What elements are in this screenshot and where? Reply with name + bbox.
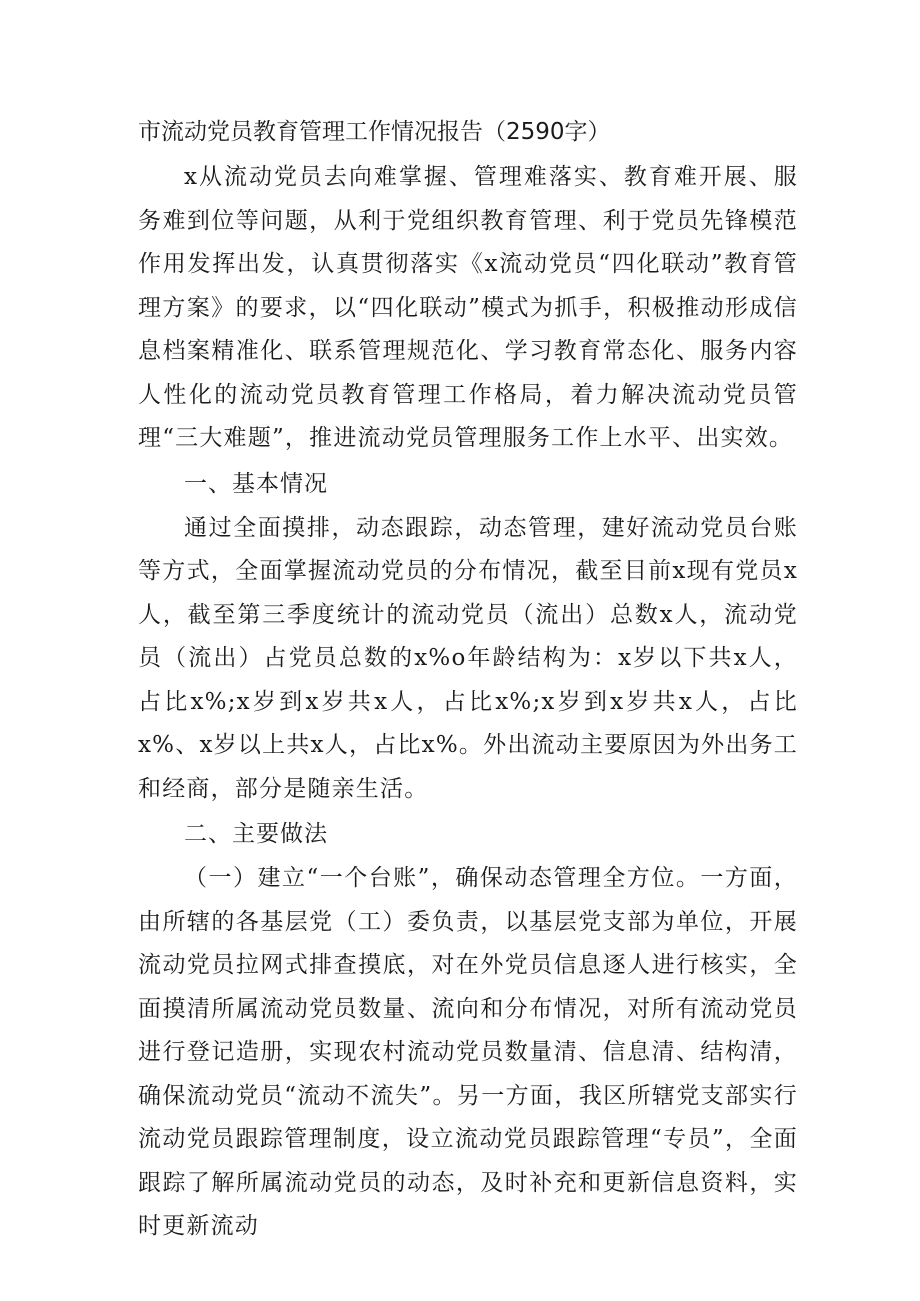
section-heading-basic-situation: 一、基本情况 (184, 470, 328, 497)
document-page (138, 112, 798, 1249)
section-heading-main-practices: 二、主要做法 (184, 821, 328, 847)
document-title: 市流动党员教育管理工作情况报告（2590字） (138, 119, 611, 145)
basic-situation-paragraph: 通过全面摸排，动态跟踪，动态管理，建好流动党员台账等方式，全面掌握流动党员的分布情况，截至目前x现有党员x人，截至第三季度统计的流动党员（流出）总数x人，流动党员（流出）占党员总数的x%o年龄结构为：x岁以下共x人，占比x%;x岁到x岁共x人，占比x%;x岁到x岁共x人，占比x%、x岁以上共x人，占比x%。外出流动主要原因为外出务工和经商，部分是随亲生活。 (138, 514, 798, 802)
main-practices-paragraph: （一）建立“一个台账”，确保动态管理全方位。一方面，由所辖的各基层党（工）委负责，以基层党支部为单位，开展流动党员拉网式排查摸底，对在外党员信息逐人进行核实，全面摸清所属流动党员数量、流向和分布情况，对所有流动党员进行登记造册，实现农村流动党员数量清、信息清、结构清，确保流动党员“流动不流失”。另一方面，我区所辖党支部实行流动党员跟踪管理制度，设立流动党员跟踪管理“专员”，全面跟踪了解所属流动党员的动态，及时补充和更新信息资料，实时更新流动 (138, 865, 798, 1239)
intro-paragraph: x从流动党员去向难掌握、管理难落实、教育难开展、服务难到位等问题，从利于党组织教育管理、利于党员先锋模范作用发挥出发，认真贯彻落实《x流动党员“四化联动”教育管理方案》的要求，以“四化联动”模式为抓手，积极推动形成信息档案精准化、联系管理规范化、学习教育常态化、服务内容人性化的流动党员教育管理工作格局，着力解决流动党员管理“三大难题”，推进流动党员管理服务工作上水平、出实效。 (138, 164, 798, 451)
